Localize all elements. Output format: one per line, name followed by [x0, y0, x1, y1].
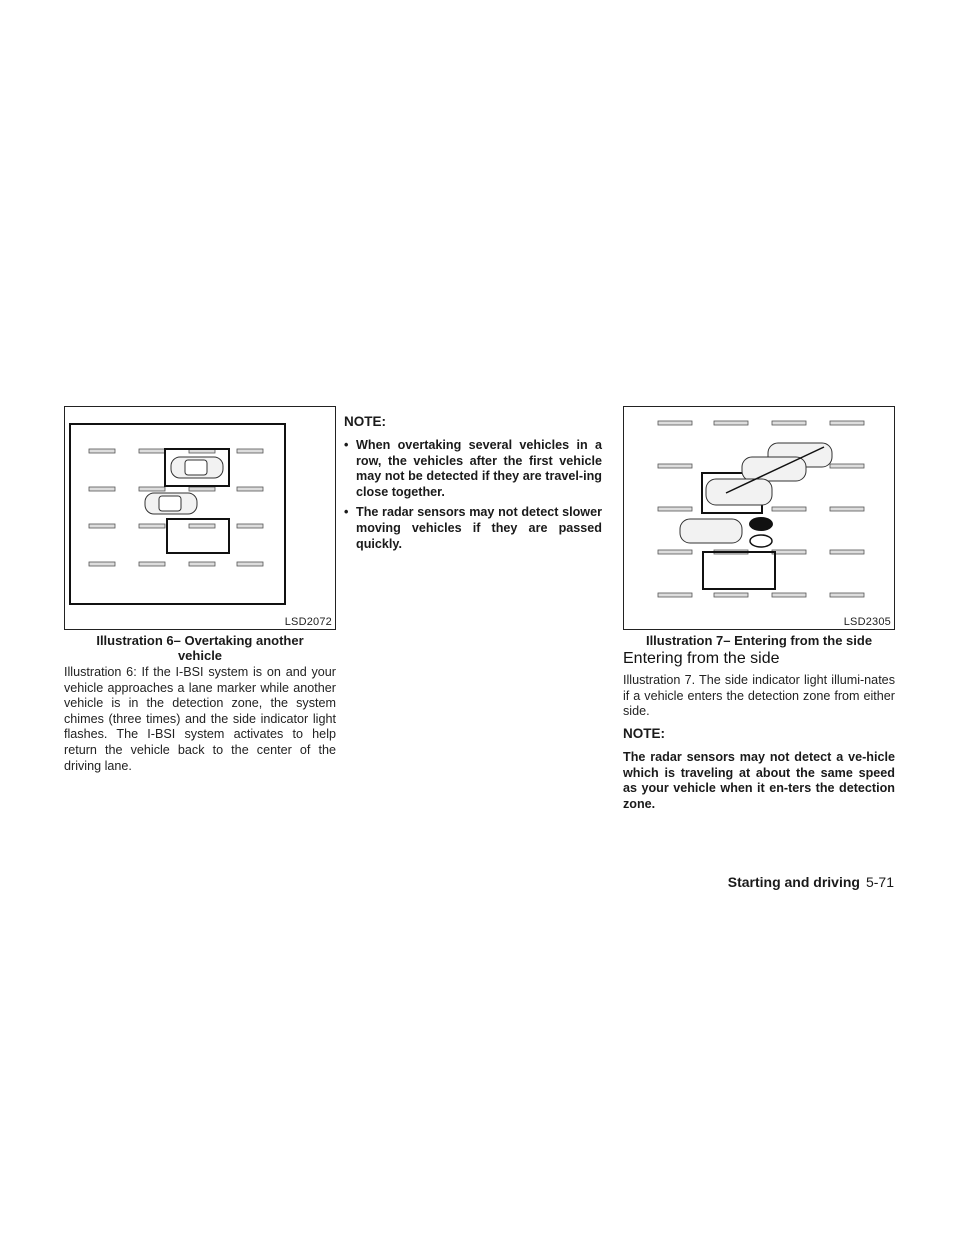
- section-heading: Entering from the side: [623, 650, 780, 667]
- illustration-6-drawing: [65, 407, 337, 631]
- note-bullet: [344, 438, 602, 500]
- illustration-7-drawing: [624, 407, 896, 631]
- illustration-7-entering-side: [623, 406, 895, 630]
- illustration-6-overtaking: [64, 406, 336, 630]
- figure-code: LSD2305: [843, 616, 891, 628]
- page-footer: [728, 874, 894, 890]
- note-bullet: [344, 505, 602, 552]
- caption-line: vehicle: [177, 648, 223, 663]
- caption-line: Illustration 6– Overtaking another: [96, 633, 304, 648]
- note-bullet-list: [344, 438, 602, 557]
- illustration-6-caption: [64, 633, 336, 663]
- footer-section-title: Starting and driving: [727, 874, 860, 890]
- bullet-icon: •: [344, 505, 349, 520]
- right-paragraph: Illustration 7. The side indicator light illumi-nates if a vehicle enters the detection zone from either side.: [623, 673, 895, 719]
- illustration-7-caption: Illustration 7– Entering from the side: [645, 633, 873, 648]
- figure-code: LSD2072: [284, 616, 332, 628]
- bullet-text: When overtaking several vehicles in a row, the vehicles after the first vehicle may not be detected if they are travel-ing close together.: [356, 438, 602, 499]
- note-heading: NOTE:: [344, 414, 386, 429]
- left-paragraph: Illustration 6: If the I-BSI system is on and your vehicle approaches a lane marker while another vehicle is in the detection zone, the system chimes (three times) and the side indicator light flashes. The I-BSI system activates to help return the vehicle back to the center of the driving lane.: [64, 665, 336, 773]
- bullet-icon: •: [344, 438, 349, 452]
- page-number: 5-71: [865, 874, 894, 890]
- bullet-text: The radar sensors may not detect slower moving vehicles if they are passed quickly.: [356, 505, 602, 551]
- note-text: The radar sensors may not detect a ve-hicle which is traveling at about the same speed as your vehicle when it en-ters the detection zone.: [623, 750, 895, 811]
- note-heading: NOTE:: [623, 726, 665, 741]
